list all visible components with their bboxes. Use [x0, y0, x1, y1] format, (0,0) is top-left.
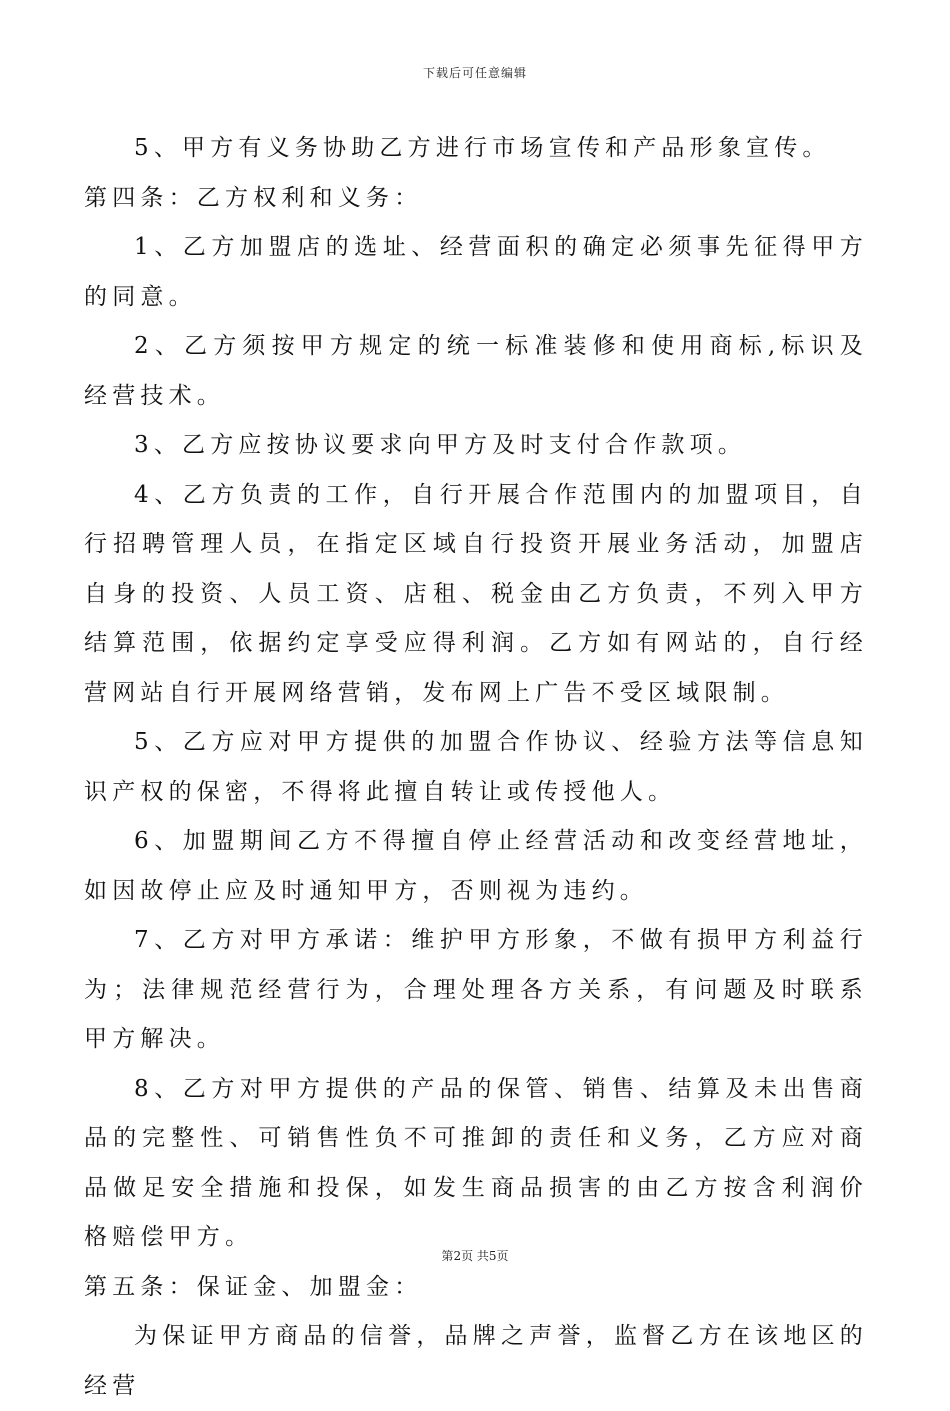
page-number-total: 5	[488, 1249, 497, 1263]
page-footer	[0, 1247, 950, 1264]
document-body	[84, 124, 868, 1411]
paragraph-article-4-item-3: 3、乙方应按协议要求向甲方及时支付合作款项。	[134, 432, 747, 458]
paragraph-article-4-item-2: 2、乙方须按甲方规定的统一标准装修和使用商标,标识及经营技术。	[84, 333, 868, 409]
paragraph-article-4-item-6: 6、加盟期间乙方不得擅自停止经营活动和改变经营地址，如因故停止应及时通知甲方，否则视为违约。	[84, 828, 868, 904]
paragraph-article-5-intro: 为保证甲方商品的信誉，品牌之声誉，监督乙方在该地区的经营	[84, 1323, 868, 1399]
page-header: 下载后可任意编辑	[422, 66, 527, 80]
section-heading-article-5: 第五条：保证金、加盟金：	[84, 1273, 423, 1300]
page-number-prefix: 第	[441, 1249, 454, 1263]
paragraph-article-4-item-7: 7、乙方对甲方承诺：维护甲方形象，不做有损甲方利益行为；法律规范经营行为，合理处理各方关系，有问题及时联系甲方解决。	[84, 927, 868, 1052]
paragraph-clause-3-item-5: 5、甲方有义务协助乙方进行市场宣传和产品形象宣传。	[134, 135, 831, 161]
section-heading-article-4: 第四条：乙方权利和义务：	[84, 184, 423, 211]
paragraph-article-4-item-1: 1、乙方加盟店的选址、经营面积的确定必须事先征得甲方的同意。	[84, 234, 868, 310]
page-number-current: 2	[453, 1249, 462, 1263]
paragraph-article-4-item-4: 4、乙方负责的工作，自行开展合作范围内的加盟项目，自行招聘管理人员，在指定区域自行投资开展业务活动，加盟店自身的投资、人员工资、店租、税金由乙方负责，不列入甲方结算范围，依据约定享受应得利润。乙方如有网站的，自行经营网站自行开展网络营销，发布网上广告不受区域限制。	[84, 481, 868, 706]
page-number-middle: 页 共	[461, 1249, 489, 1263]
page-number-suffix: 页	[496, 1249, 509, 1263]
paragraph-article-4-item-8: 8、乙方对甲方提供的产品的保管、销售、结算及未出售商品的完整性、可销售性负不可推卸的责任和义务，乙方应对商品做足安全措施和投保，如发生商品损害的由乙方按含利润价格赔偿甲方。	[84, 1075, 868, 1250]
paragraph-article-4-item-5: 5、乙方应对甲方提供的加盟合作协议、经验方法等信息知识产权的保密，不得将此擅自转让或传授他人。	[84, 729, 868, 805]
